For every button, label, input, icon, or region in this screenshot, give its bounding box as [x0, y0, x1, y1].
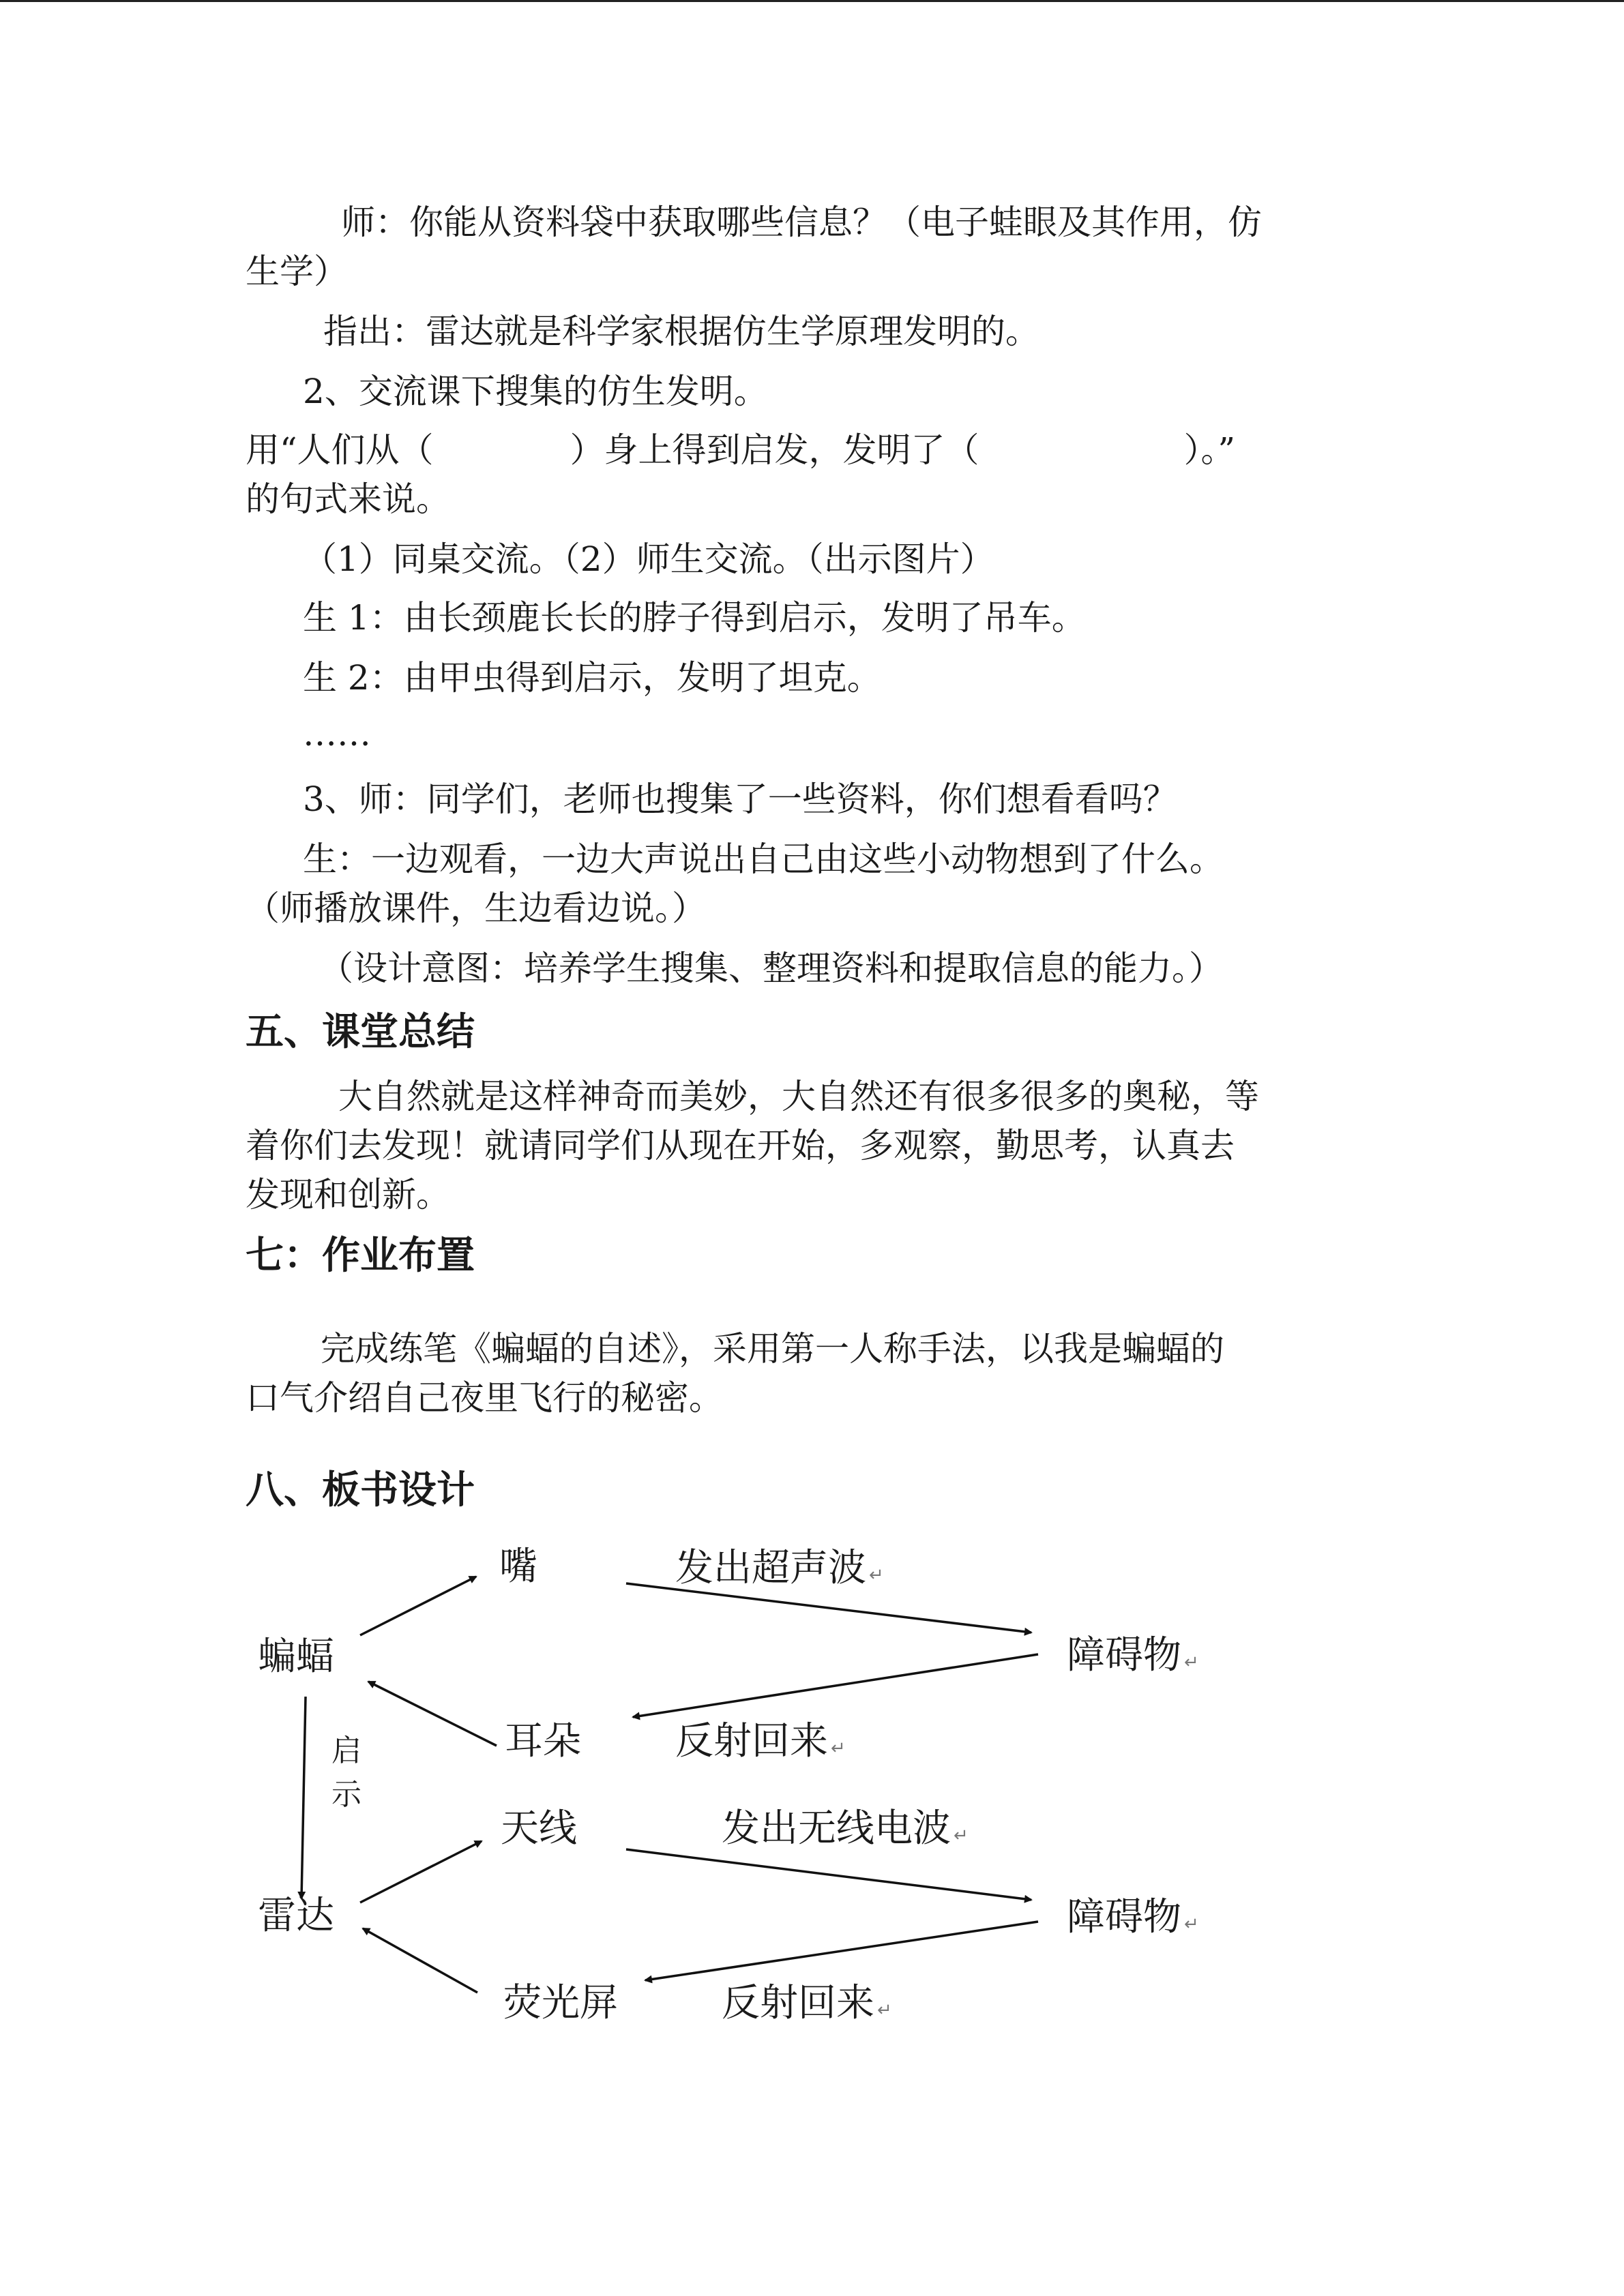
- diagram-obstacle-2: [1067, 1896, 1199, 1946]
- reflect-1-text: 反射回来: [675, 1719, 828, 1763]
- emit-ultrasound-text: 发出超声波: [675, 1546, 866, 1590]
- paragraph-student-watch: 生：一边观看，一边大声说出自己由这些小动物想到了什么。: [303, 839, 1224, 879]
- homework-line-1: 完成练笔《蝙蝠的自述》，采用第一人称手法，以我是蝙蝠的: [321, 1329, 1224, 1369]
- summary-line-3: 发现和创新。: [246, 1175, 450, 1214]
- return-mark-icon: ↵: [831, 1738, 846, 1759]
- paragraph-teacher-question-cont: 生学）: [246, 252, 348, 291]
- arrow-obstacle-to-screen: [645, 1922, 1038, 1980]
- pattern-part-3: ）。”: [1183, 430, 1236, 470]
- paragraph-teacher-question: 师：你能从资料袋中获取哪些信息？（电子蛙眼及其作用，仿: [341, 203, 1262, 242]
- diagram-antenna: 天线: [501, 1806, 577, 1851]
- paragraph-ellipsis: ……: [303, 714, 371, 754]
- diagram-inspire-1: 启: [331, 1733, 361, 1768]
- diagram-radar: 雷达: [258, 1894, 334, 1938]
- paragraph-exchange: 2、交流课下搜集的仿生发明。: [303, 372, 768, 411]
- pattern-part-2: ）身上得到启发，发明了（: [570, 430, 979, 470]
- paragraph-design-intent: （设计意图：培养学生搜集、整理资料和提取信息的能力。）: [319, 949, 1223, 988]
- heading-summary: 五、课堂总结: [246, 1010, 475, 1054]
- diagram-reflect-1: [675, 1720, 846, 1770]
- arrow-screen-to-radar: [363, 1928, 477, 1993]
- pattern-part-1: 用“人们从（: [246, 430, 434, 470]
- emit-radio-text: 发出无线电波: [722, 1806, 951, 1851]
- paragraph-steps: （1）同桌交流。（2）师生交流。（出示图片）: [303, 539, 994, 579]
- summary-line-2: 着你们去发现！就请同学们从现在开始，多观察，勤思考，认真去: [246, 1126, 1235, 1165]
- paragraph-sentence-pattern-cont: 的句式来说。: [246, 479, 450, 519]
- paragraph-radar-note: 指出：雷达就是科学家根据仿生学原理发明的。: [323, 312, 1039, 351]
- paragraph-student-1: 生 1：由长颈鹿长长的脖子得到启示，发明了吊车。: [303, 598, 1086, 638]
- summary-line-1: 大自然就是这样神奇而美妙，大自然还有很多很多的奥秘，等: [338, 1077, 1259, 1116]
- diagram-obstacle-1: [1067, 1634, 1199, 1684]
- reflect-2-text: 反射回来: [722, 1981, 874, 2025]
- diagram-emit-radio: [722, 1807, 969, 1858]
- return-mark-icon: ↵: [1184, 1652, 1199, 1673]
- paragraph-teacher-3: 3、师：同学们，老师也搜集了一些资料，你们想看看吗？: [303, 779, 1177, 819]
- arrow-radar-to-antenna: [360, 1841, 482, 1903]
- return-mark-icon: ↵: [869, 1565, 884, 1585]
- return-mark-icon: ↵: [954, 1825, 969, 1846]
- arrow-bat-to-mouth: [360, 1577, 476, 1635]
- diagram-mouth: 嘴: [499, 1545, 537, 1589]
- obstacle-1-text: 障碍物: [1067, 1633, 1181, 1678]
- return-mark-icon: ↵: [877, 2000, 892, 2021]
- paragraph-student-2: 生 2：由甲虫得到启示，发明了坦克。: [303, 658, 881, 698]
- diagram-reflect-2: [722, 1982, 892, 2032]
- heading-board-design: 八、板书设计: [246, 1468, 475, 1512]
- return-mark-icon: ↵: [1184, 1914, 1199, 1935]
- diagram-bat: 蝙蝠: [258, 1635, 334, 1679]
- heading-homework: 七：作业布置: [246, 1234, 475, 1278]
- diagram-emit-ultrasound: [675, 1547, 884, 1597]
- arrow-bat-to-radar: [301, 1697, 306, 1898]
- obstacle-2-text: 障碍物: [1067, 1895, 1181, 1939]
- homework-line-2: 口气介绍自己夜里飞行的秘密。: [246, 1378, 723, 1418]
- arrow-obstacle-to-ear: [633, 1654, 1038, 1717]
- arrow-ear-to-bat: [368, 1682, 497, 1746]
- paragraph-student-watch-cont: （师播放课件，生边看边说。）: [246, 889, 706, 928]
- diagram-ear: 耳朵: [505, 1719, 581, 1763]
- diagram-screen: 荧光屏: [503, 1981, 618, 2025]
- diagram-inspire-2: 示: [331, 1777, 361, 1812]
